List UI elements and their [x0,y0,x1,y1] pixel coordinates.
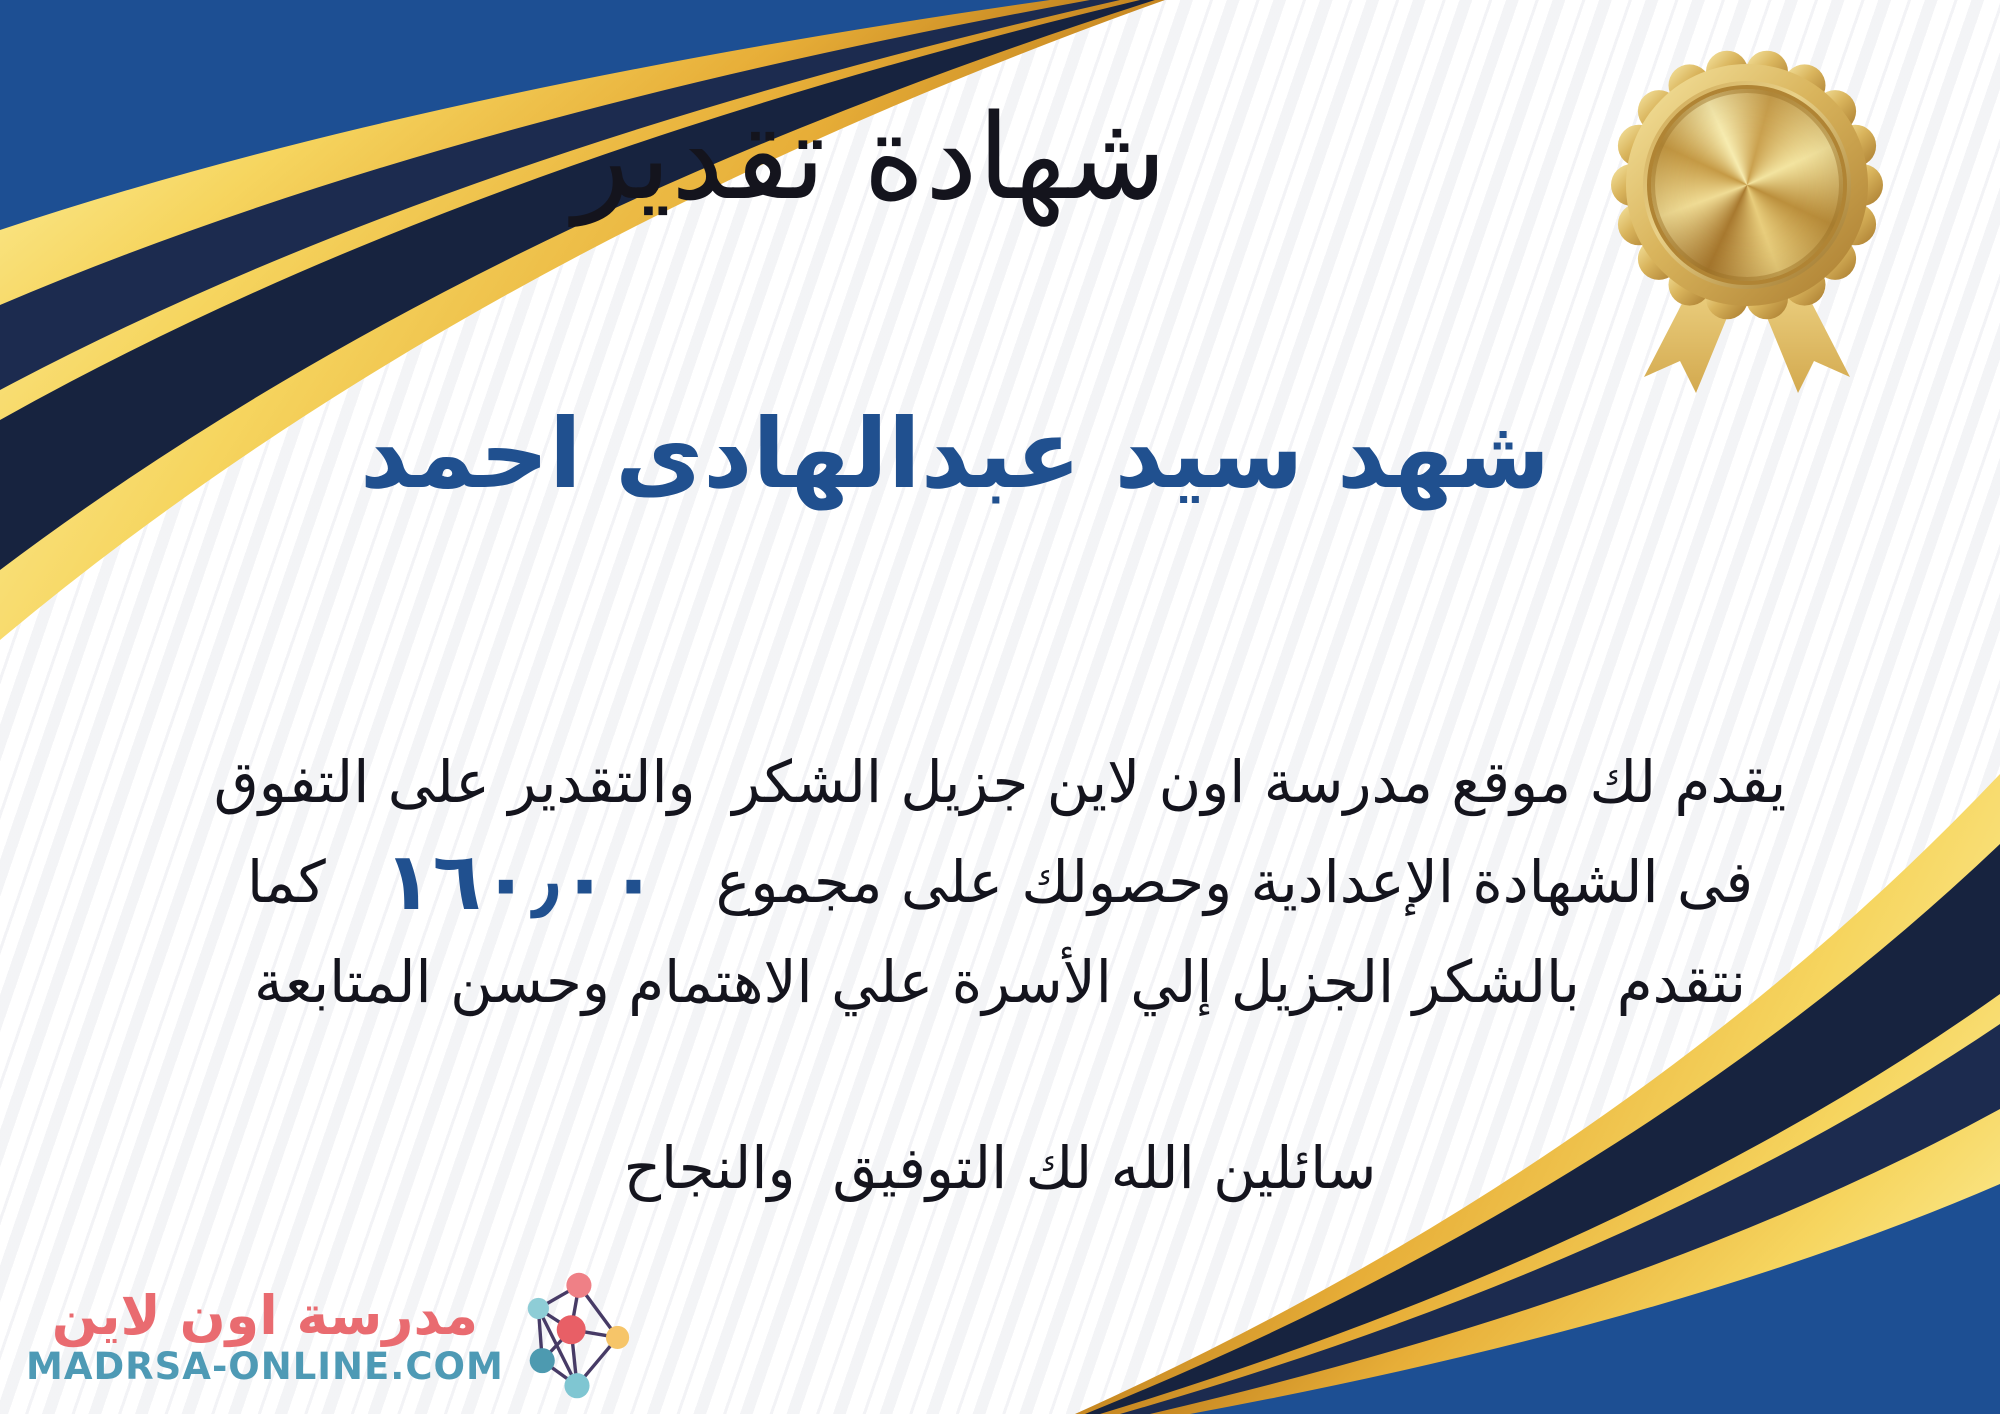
site-logo-text [26,1285,504,1388]
site-logo [26,1266,636,1406]
logo-arabic-name: مدرسة اون لاين [51,1283,479,1347]
closing-line: سائلين الله لك التوفيق والنجاح [623,1134,1377,1202]
score-value: ١٦٠٫٠٠ [383,835,658,928]
body-line-2 [0,832,2000,932]
logo-website-url: MADRSA-ONLINE.COM [26,1344,504,1388]
body-line-1: يقدم لك موقع مدرسة اون لاين جزيل الشكر والتقدير على التفوق [213,748,1787,816]
body-line-2-after: كما [246,848,326,916]
body-line-3: نتقدم بالشكر الجزيل إلي الأسرة علي الاهتمام وحسن المتابعة [253,948,1747,1016]
network-graph-icon [518,1266,636,1406]
body-line-2-before: فى الشهادة الإعدادية وحصولك على مجموع [715,848,1754,916]
certificate-body [0,732,2000,1032]
student-name: شهد سيد عبدالهادى احمد [359,398,1551,510]
certificate-title: شهادة تقدير [573,88,1167,226]
